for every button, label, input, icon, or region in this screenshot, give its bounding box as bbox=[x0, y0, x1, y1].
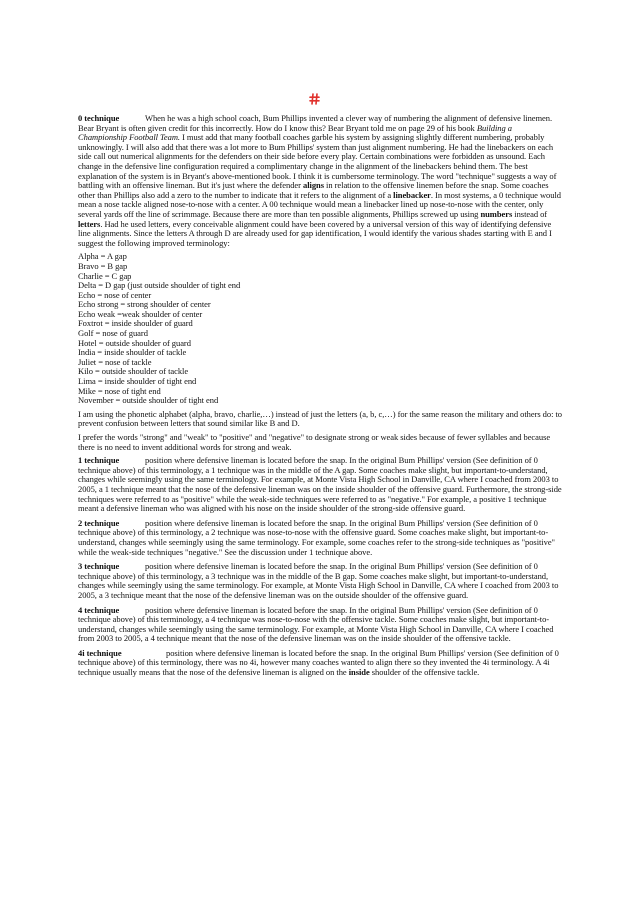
term-0-technique: 0 technique bbox=[78, 113, 120, 123]
list-item: November = outside shoulder of tight end bbox=[78, 395, 219, 406]
section-3-technique bbox=[78, 562, 563, 600]
list-item: India = inside shoulder of tackle bbox=[78, 347, 187, 358]
list-item: Echo weak =weak shoulder of center bbox=[78, 308, 203, 319]
list-item: Lima = inside shoulder of tight end bbox=[78, 376, 197, 387]
list-item: Juliet = nose of tackle bbox=[78, 356, 152, 367]
section-1-technique bbox=[78, 456, 563, 514]
list-item: Kilo = outside shoulder of tackle bbox=[78, 366, 189, 377]
strong-weak-paragraph: I prefer the words "strong" and "weak" to "positive" and "negative" to designate strong or weak sides because of fewer syllables and because there is no need to invent additional words for strong and weak. bbox=[78, 432, 551, 452]
intro-paragraph: 0 technique When he was a high school coach, Bum Phillips invented a clever way of numbering the alignment of defensive linemen. Bear Bryant is often given credit for this incorrectly. How do I know this? Bear Bryant told me on page 29 of his book Building a Championship Football Team. I must add that many football coaches garble his system by assigning slightly different numbering, probably unknowingly. I will also add that there was a lot more to Bum Phillips' system than just alignment numbering. He had the linebackers on each side call out numerical alignments for the defenders on their side before every play. Certain combinations were forbidden as unsound. Each change in the defensive line configuration required a complimentary change in the alignment of the linebackers behind them. The best explanation of the system is in Bryant's above-mentioned book. I think it is cumbersome terminology. The word "technique" suggests a way of battling with an offensive lineman. But it's just where the defender aligns in relation to the offensive linemen before the snap. Some coaches other than Phillips also add a zero to the number to indicate that it refers to the alignment of a linebacker. In most systems, a 0 technique would mean a nose tackle aligned nose-to-nose with a center. A 00 technique would mean a linebacker lined up nose-to-nose with the center, only several yards off the line of scrimmage. Because there are more than ten possible alignments, Phillips screwed up using numbers instead of letters. Had he used letters, every conceivable alignment could have been covered by a universal version of this way of identifying defensive line alignments. Since the letters A through D are already used for gap identification, I would identify the various shades starting with E and I suggest the following improved terminology: bbox=[78, 113, 561, 248]
definition-text: position where defensive lineman is located before the snap. In the original Bum Phillips' version (See definition of 0 technique above) of this terminology, a 1 technique was in the middle of the A gap. Some coaches make slight, but important-to-understand, changes while seemingly using the same terminology. For example, at Monte Vista High School in Danville, CA where I coached from 2003 to 2005, a 1 technique meant that the nose of the defensive lineman was on the inside shoulder of the offensive guard. Furthermore, the strong-side techniques were referred to as "positive" while the weak-side techniques were referred to as "negative." For example, a positive 1 technique meant a defensive lineman who was aligned with his nose on the inside shoulder of the strong-side offensive guard. bbox=[78, 455, 562, 514]
list-item: Echo strong = strong shoulder of center bbox=[78, 299, 211, 310]
book-title: Building a Championship Football Team. bbox=[78, 122, 512, 143]
list-item: Mike = nose of tight end bbox=[78, 385, 161, 396]
list-item: Charlie = C gap bbox=[78, 270, 132, 281]
alignment-code-list bbox=[78, 252, 563, 406]
pound-sign-logo-icon bbox=[309, 93, 320, 105]
list-item: Echo = nose of center bbox=[78, 289, 152, 300]
section-4i-technique: 4i technique position where defensive lineman is located before the snap. In the original Bum Phillips' version (See definition of 0 technique above) of this terminology, there was no 4i, however many coaches wanted to align there so they invented the 4i terminology. A 4i technique usually means that the nose of the defensive lineman is aligned on the inside shoulder of the offensive tackle. bbox=[78, 647, 559, 678]
list-item: Hotel = outside shoulder of guard bbox=[78, 337, 191, 348]
term-label: 3 technique bbox=[78, 561, 120, 572]
definition-text: position where defensive lineman is located before the snap. In the original Bum Phillips' version (See definition of 0 technique above) of this terminology, a 3 technique was in the middle of the B gap. Some coaches make slight, but important-to-understand, changes while seemingly using the same terminology. For example, at Monte Vista High School in Danville, CA where I coached from 2003 to 2005, a 3 technique meant that the nose of the defensive lineman was on the outside shoulder of the offensive guard. bbox=[78, 561, 559, 600]
term-label: 4i technique bbox=[78, 647, 122, 658]
list-item: Golf = nose of guard bbox=[78, 328, 148, 339]
section-2-technique bbox=[78, 519, 563, 557]
term-label: 4 technique bbox=[78, 604, 120, 615]
list-item: Foxtrot = inside shoulder of guard bbox=[78, 318, 193, 329]
list-item: Alpha = A gap bbox=[78, 251, 127, 262]
term-label: 1 technique bbox=[78, 455, 120, 466]
phonetic-paragraph: I am using the phonetic alphabet (alpha, bravo, charlie,…) instead of just the letters (a, b, c,…) for the same reason the military and others do: to prevent confusion between letters that sound similar like B and D. bbox=[78, 408, 562, 429]
list-item: Delta = D gap (just outside shoulder of tight end bbox=[78, 280, 241, 291]
section-4-technique bbox=[78, 606, 563, 644]
list-item: Bravo = B gap bbox=[78, 260, 128, 271]
definition-text: position where defensive lineman is located before the snap. In the original Bum Phillips' version (See definition of 0 technique above) of this terminology, a 4 technique was nose-to-nose with the offensive tackle. Some coaches make slight, but important-to-understand, changes while seemingly using the same terminology. For example, at Monte Vista High School in Danville, CA where I coached from 2003 to 2005, a 4 technique meant that the nose of the defensive lineman was on the inside shoulder of the offensive tackle. bbox=[78, 604, 554, 644]
document-page bbox=[78, 114, 563, 683]
definition-text: position where defensive lineman is located before the snap. In the original Bum Phillips' version (See definition of 0 technique above) of this terminology, a 2 technique was nose-to-nose with the offensive guard. Some coaches make slight, but important-to-understand, changes while seemingly using the same terminology. For example, some coaches refer to the strong-side techniques as "positive" while the weak-side techniques "negative." See the discussion under 1 technique above. bbox=[78, 517, 555, 557]
term-label: 2 technique bbox=[78, 517, 120, 528]
